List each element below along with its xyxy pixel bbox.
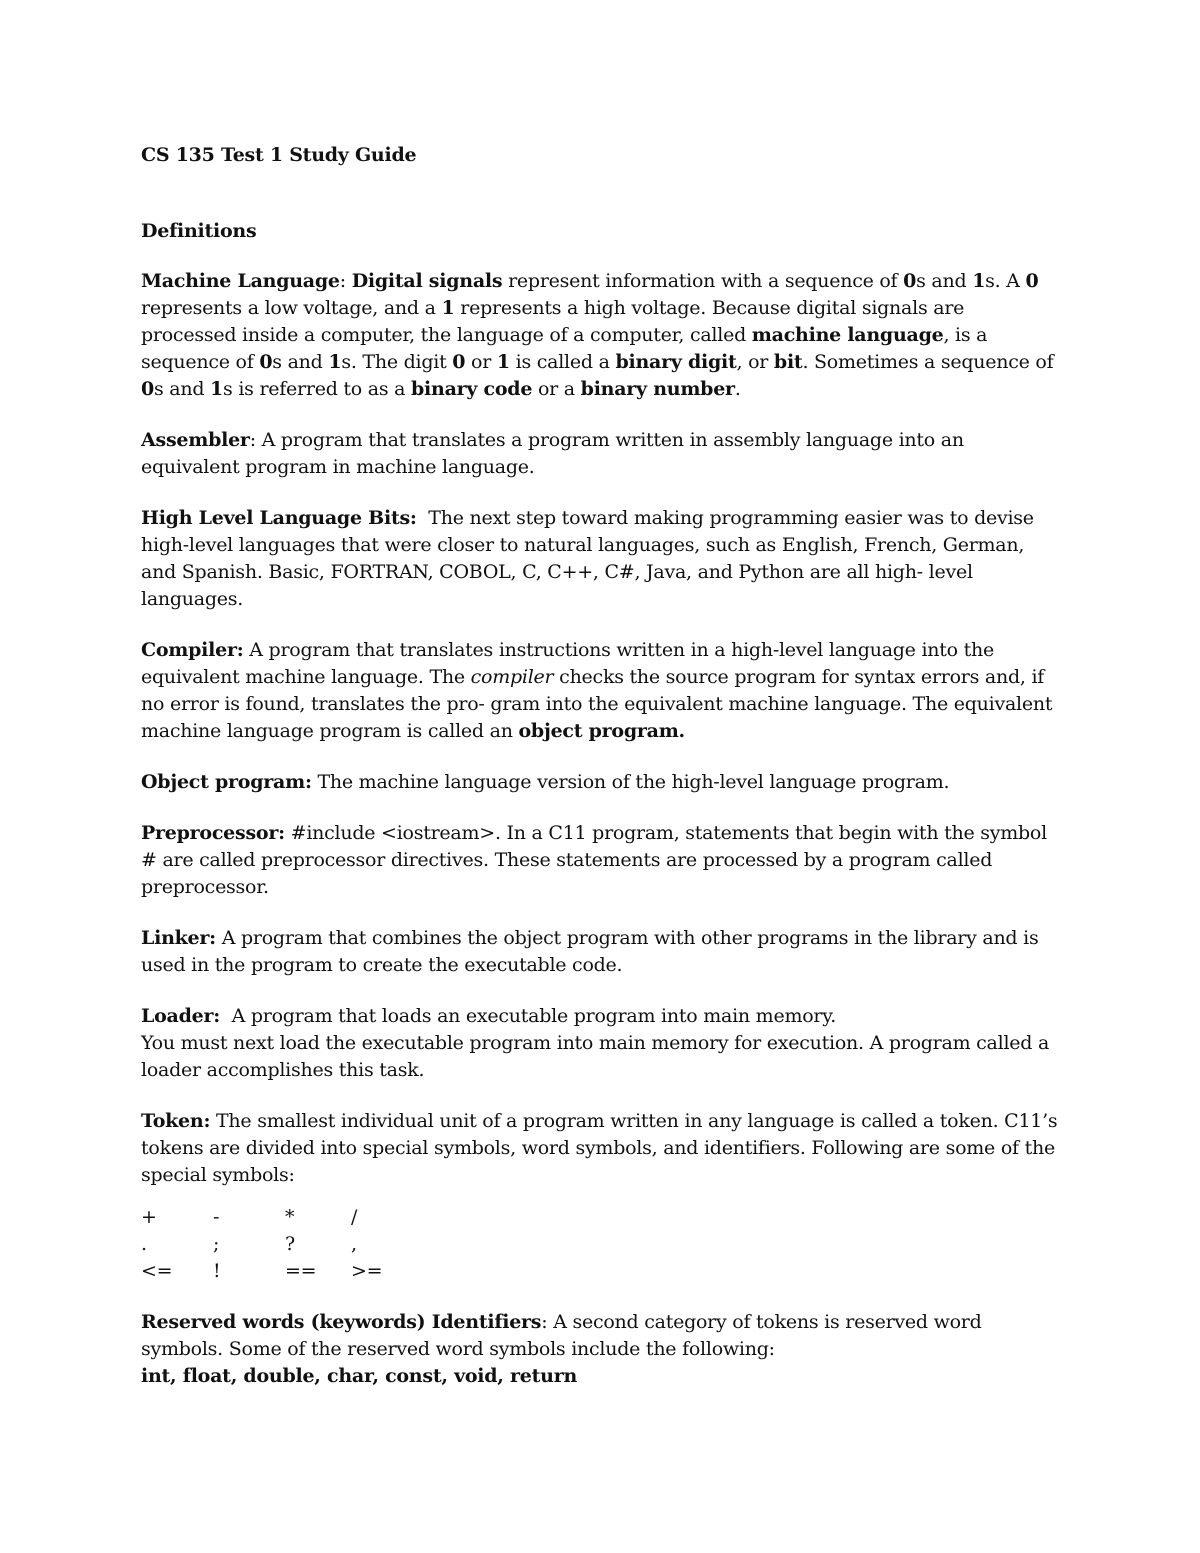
term-machine-language: Machine Language (141, 270, 340, 292)
text: s is referred to as a (223, 378, 412, 400)
definition-text: A program that combines the object program with other programs in the library and is used in the program to create the executable code. (141, 927, 1039, 976)
term-high-level-language: High Level Language Bits: (141, 507, 417, 529)
text: . (734, 378, 741, 400)
special-symbol: ! (213, 1260, 221, 1282)
bold-digit: 0 (1025, 270, 1039, 292)
italic-compiler: compiler (470, 666, 554, 688)
definition-text: The smallest individual unit of a program written in any language is called a token. C11’s tokens are divided into special symbols, word symbols, and identifiers. Following are some of the special symbols: (141, 1110, 1058, 1186)
term-loader: Loader: (141, 1005, 220, 1027)
bold-digit: 1 (441, 297, 455, 319)
definition-high-level-language (141, 505, 1061, 613)
definition-linker (141, 925, 1061, 979)
special-symbol: / (351, 1206, 358, 1228)
term-object-program: Object program: (141, 771, 312, 793)
text: represents a high voltage. Because digital signals are processed inside a computer, the language of a computer, called (141, 297, 965, 346)
text: s. A (985, 270, 1026, 292)
special-symbols-row (141, 1258, 1061, 1285)
term-object-program-inline: object program. (518, 720, 685, 742)
bold-digit: 0 (259, 351, 273, 373)
bold-digit: 1 (210, 378, 224, 400)
term-digital-signals: Digital signals (351, 270, 503, 292)
special-symbol: , (351, 1233, 357, 1255)
definition-text: A program that loads an executable program into main memory. (220, 1005, 836, 1027)
definition-compiler (141, 637, 1061, 745)
bold-digit: 1 (496, 351, 510, 373)
special-symbols-row (141, 1231, 1061, 1258)
special-symbol: <= (141, 1260, 173, 1282)
text: represents a low voltage, and a (141, 297, 442, 319)
special-symbol: - (213, 1206, 220, 1228)
special-symbol: ; (213, 1233, 220, 1255)
document-title: CS 135 Test 1 Study Guide (141, 144, 417, 166)
term-bit: bit (773, 351, 803, 373)
bold-digit: 0 (452, 351, 466, 373)
bold-digit: 0 (903, 270, 917, 292)
definition-token (141, 1108, 1061, 1189)
bold-digit: 0 (141, 378, 154, 400)
text: s and (272, 351, 329, 373)
text: or a (532, 378, 581, 400)
term-token: Token: (141, 1110, 211, 1132)
text: or (465, 351, 497, 373)
special-symbol: * (285, 1206, 295, 1228)
definition-text: #include <iostream>. In a C11 program, statements that begin with the symbol # are called preprocessor directives. These statements are processed by a program called preprocessor. (141, 822, 1047, 898)
definition-text: : A second category of tokens is reserved word symbols. Some of the reserved word symbols include the following: (141, 1311, 982, 1360)
bold-digit: 1 (328, 351, 342, 373)
text: : (339, 270, 352, 292)
definition-text: checks the source program for syntax errors and, if no error is found, translates the pro- gram into the equivalent machine language. The equivalent machine language program is called an (141, 666, 1053, 742)
definition-object-program (141, 769, 1061, 796)
text: , is a sequence of (141, 324, 988, 373)
text: represent information with a sequence of (502, 270, 904, 292)
special-symbol: + (141, 1206, 157, 1228)
term-linker: Linker: (141, 927, 216, 949)
special-symbol: ? (285, 1233, 295, 1255)
definition-text-continued: You must next load the executable program into main memory for execution. A program called a loader accomplishes this task. (141, 1032, 1050, 1081)
term-binary-digit: binary digit (615, 351, 737, 373)
special-symbols-row (141, 1204, 1061, 1231)
text: , or (736, 351, 774, 373)
special-symbol: . (141, 1233, 147, 1255)
definition-preprocessor (141, 820, 1061, 901)
term-binary-number: binary number (580, 378, 735, 400)
definition-text: The next step toward making programming easier was to devise high-level languages that were closer to natural languages, such as English, French, German, and Spanish. Basic, FORTRAN, COBOL, C, C++, C#, Java, and Python are all high- level languages. (141, 507, 1040, 610)
special-symbol: >= (351, 1260, 383, 1282)
definition-reserved-words (141, 1309, 1061, 1390)
special-symbols-table (141, 1204, 1061, 1285)
term-assembler: Assembler (141, 429, 250, 451)
text: s and (916, 270, 973, 292)
special-symbol: == (285, 1260, 317, 1282)
definition-text: The machine language version of the high-level language program. (311, 771, 950, 793)
text: . Sometimes a sequence of (802, 351, 1054, 373)
definition-machine-language (141, 268, 1061, 403)
term-preprocessor: Preprocessor: (141, 822, 285, 844)
section-heading-definitions: Definitions (141, 220, 257, 242)
term-machine-language-inline: machine language (751, 324, 944, 346)
document-body (141, 142, 1061, 1390)
reserved-keywords-list: int, float, double, char, const, void, return (141, 1365, 578, 1387)
text: is called a (509, 351, 616, 373)
term-reserved-words: Reserved words (keywords) Identifiers (141, 1311, 542, 1333)
text: s and (153, 378, 211, 400)
bold-digit: 1 (972, 270, 986, 292)
definition-text: : A program that translates a program written in assembly language into an equivalent program in machine language. (141, 429, 964, 478)
definition-text: A program that translates instructions written in a high-level language into the equivalent machine language. The (141, 639, 995, 688)
definition-assembler (141, 427, 1061, 481)
term-binary-code: binary code (411, 378, 533, 400)
term-compiler: Compiler: (141, 639, 244, 661)
text: s. The digit (341, 351, 453, 373)
definition-loader (141, 1003, 1061, 1084)
